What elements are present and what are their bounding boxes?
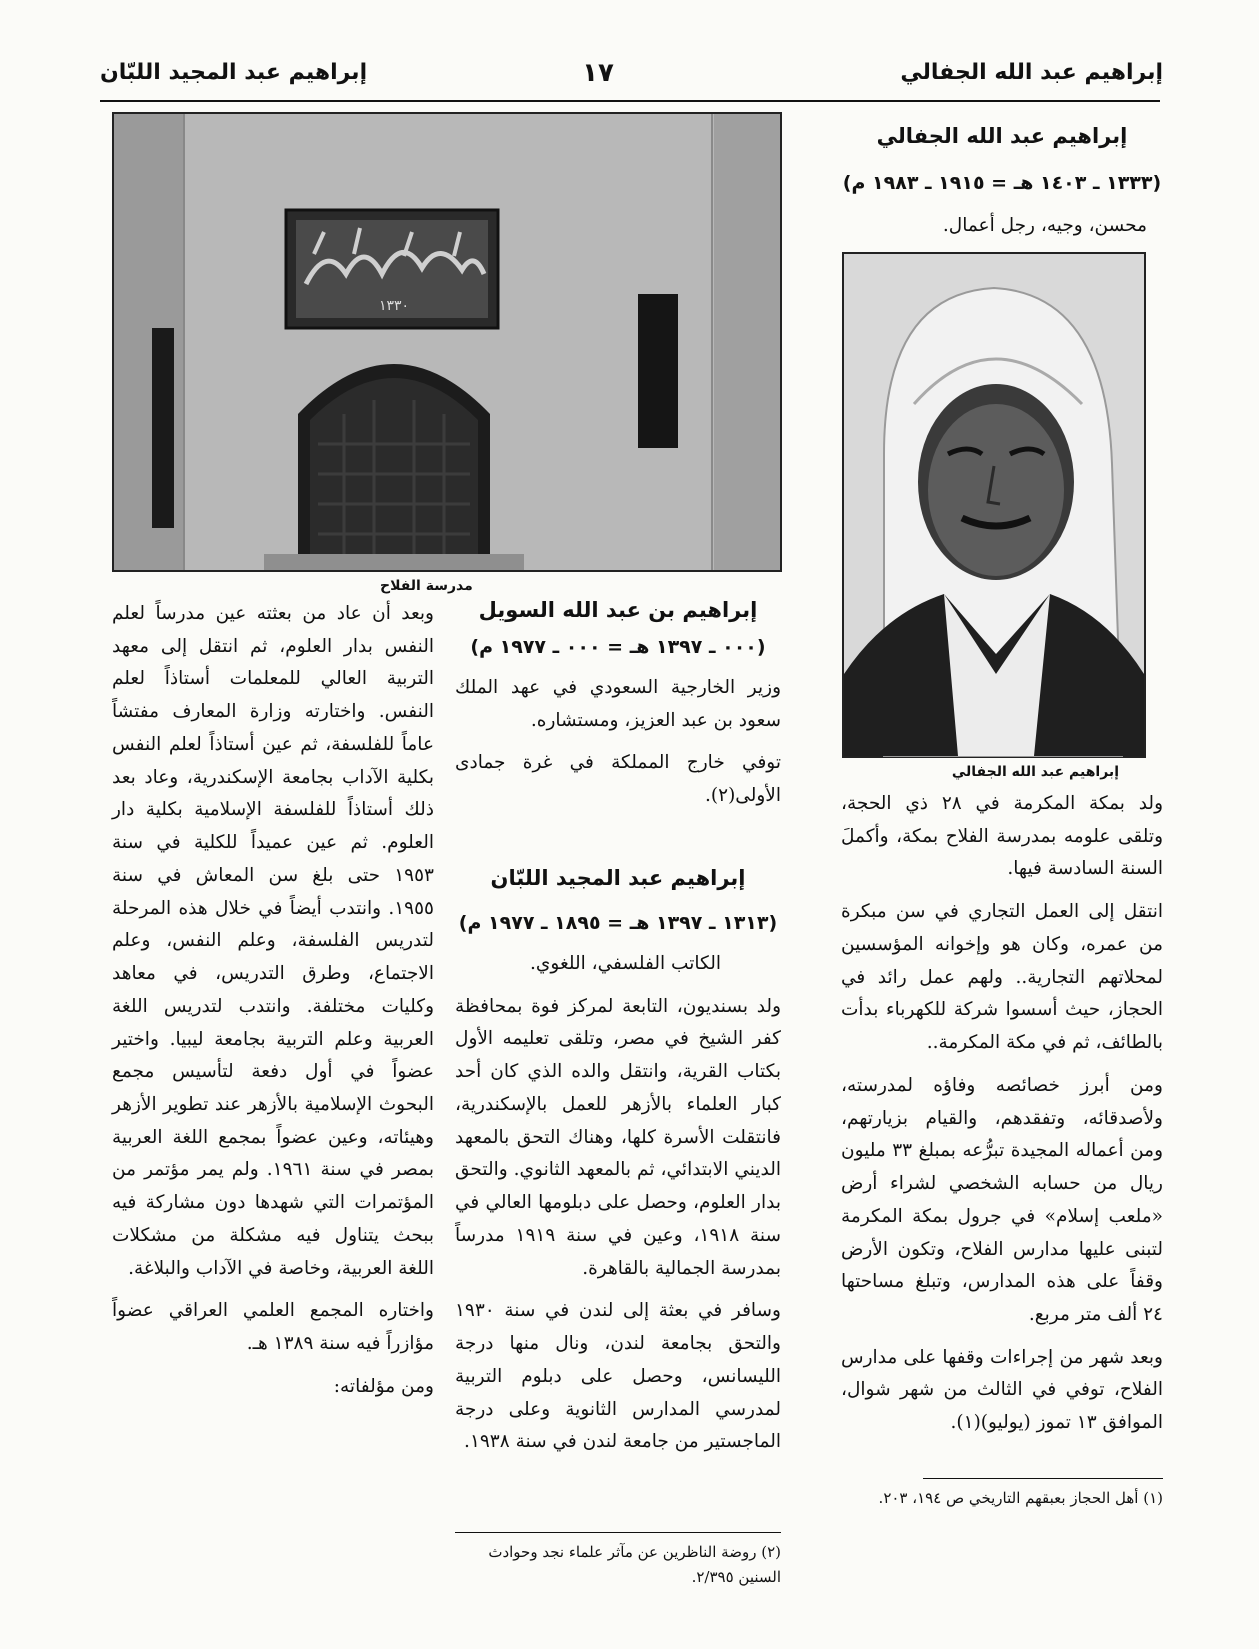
entry3-paragraph-2: وسافر في بعثة إلى لندن في سنة ١٩٣٠ والتحق بجامعة لندن، ونال منها درجة الليسانس، وحصل على دبلوم التربية لمدرسي المدارس الثانوية وعلى درجة الماجستير من جامعة لندن في سنة ١٩٣٨. bbox=[455, 1300, 781, 1453]
school-photo-caption: مدرسة الفلاح bbox=[380, 578, 473, 594]
school-building-image bbox=[114, 114, 780, 570]
entry1-dates: (١٣٣٣ ـ ١٤٠٣ هـ = ١٩١٥ ـ ١٩٨٣ م) bbox=[842, 172, 1162, 194]
entry1-paragraph-3: ومن أبرز خصائصه وفاؤه لمدرسته، ولأصدقائه، وتفقدهم، والقيام بزيارتهم، ومن أعماله المجيدة تبرُّعه بمبلغ ٣٣ مليون ريال من حسابه الشخصي لشراء أرض «ملعب إسلام» في جرول بمكة المكرمة لتبنى عليها مدارس الفلاح، وتكون الأرض وقفاً على هذه المدارس، وتبلغ مساحتها ٢٤ ألف متر مربع. bbox=[841, 1074, 1164, 1326]
portrait-photo bbox=[842, 252, 1146, 758]
entry3-body-left bbox=[112, 598, 434, 1414]
entry1-body bbox=[841, 788, 1163, 1450]
page-number: ١٧ bbox=[582, 58, 614, 88]
entry1-title: إبراهيم عبد الله الجفالي bbox=[876, 124, 1128, 148]
entry2-paragraph-1: وزير الخارجية السعودي في عهد الملك سعود بن عبد العزيز، ومستشاره. bbox=[455, 677, 781, 731]
svg-text:١٣٣٠: ١٣٣٠ bbox=[378, 298, 410, 314]
entry1-footnote-rule bbox=[923, 1478, 1163, 1479]
entry3-paragraph-1: ولد بسنديون، التابعة لمركز فوة بمحافظة كفر الشيخ في مصر، وتلقى تعليمه الأول بكتاب القرية، وانتقل والده الذي كان أحد كبار العلماء بالأزهر للعمل بالإسكندرية، فانتقلت الأسرة كلها، وهناك التحق بالمعهد الديني الابتدائي، ثم بالمعهد الثانوي. والتحق بدار العلوم، وحصل على دبلومها العالي في سنة ١٩١٨، وعين في سنة ١٩١٩ مدرساً بمدرسة الجمالية بالقاهرة. bbox=[455, 995, 781, 1279]
entry3-title: إبراهيم عبد المجيد اللبّان bbox=[490, 866, 746, 890]
entry3-paragraph-4: واختاره المجمع العلمي العراقي عضواً مؤازراً فيه سنة ١٣٨٩ هـ. bbox=[112, 1300, 434, 1355]
running-head-left: إبراهيم عبد المجيد اللبّان bbox=[100, 60, 368, 85]
running-head-right: إبراهيم عبد الله الجفالي bbox=[900, 60, 1163, 85]
entry2-title: إبراهيم بن عبد الله السويل bbox=[478, 598, 758, 622]
entry3-paragraph-3: وبعد أن عاد من بعثته عين مدرساً لعلم النفس بدار العلوم، ثم انتقل إلى معهد التربية العالي للمعلمات أستاذاً لعلم النفس. واختارته وزارة المعارف مفتشاً عاماً للفلسفة، ثم عين أستاذاً لعلم النفس بكلية الآداب بجامعة الإسكندرية، وعاد بعد ذلك أستاذاً للفلسفة الإسلامية بكلية دار العلوم. ثم عين عميداً للكلية في سنة ١٩٥٣ حتى بلغ سن المعاش في سنة ١٩٥٥. وانتدب أيضاً في خلال هذه المرحلة لتدريس الفلسفة، وعلم النفس، وعلم الاجتماع، وطرق التدريس، في معاهد وكليات مختلفة. وانتدب لتدريس اللغة العربية وعلم التربية بجامعة ليبيا. واختير عضواً في أول دفعة لتأسيس مجمع البحوث الإسلامية بالأزهر عند تطوير الأزهر وهيئاته، وعين عضواً بمجمع اللغة العربية بمصر في سنة ١٩٦١. ولم يمر مؤتمر من المؤتمرات التي شهدها دون مشاركة فيه ببحث يتناول فيه مشكلة من مشكلات اللغة العربية، وخاصة في الآداب والبلاغة. bbox=[112, 603, 434, 1279]
entry3-body-middle bbox=[455, 948, 781, 1453]
entry1-description: محسن، وجيه، رجل أعمال. bbox=[942, 215, 1147, 236]
entry2-footnote-rule bbox=[455, 1532, 781, 1533]
entry1-paragraph-2: انتقل إلى العمل التجاري في سن مبكرة من عمره، وكان هو وإخوانه المؤسسين لمحلاتهم التجارية.. ولهم عمل رائد في الحجاز، حيث أسسوا شركة للكهرباء بدأت بالطائف، ثم في مكة المكرمة.. bbox=[841, 901, 1163, 1054]
entry1-paragraph-1: ولد بمكة المكرمة في ٢٨ ذي الحجة، وتلقى علومه بمدرسة الفلاح بمكة، وأكملَ السنة السادسة فيها. bbox=[841, 793, 1163, 880]
entry3-paragraph-5: ومن مؤلفاته: bbox=[333, 1375, 434, 1397]
entry2-body bbox=[455, 672, 781, 823]
entry3-dates: (١٣١٣ ـ ١٣٩٧ هـ = ١٨٩٥ ـ ١٩٧٧ م) bbox=[458, 912, 778, 934]
entry2-footnote: (٢) روضة الناظرين عن مآثر علماء نجد وحوادث السنين ٢/٣٩٥. bbox=[488, 1543, 781, 1586]
portrait-caption: إبراهيم عبد الله الجفالي bbox=[951, 764, 1119, 780]
entry3-description: الكاتب الفلسفي، اللغوي. bbox=[530, 953, 721, 974]
header-rule bbox=[100, 100, 1160, 102]
entry1-paragraph-4: وبعد شهر من إجراءات وقفها على مدارس الفلاح، توفي في الثالث من شهر شوال، الموافق ١٣ تموز (يوليو)(١). bbox=[841, 1346, 1163, 1434]
entry2-paragraph-2: توفي خارج المملكة في غرة جمادى الأولى(٢). bbox=[455, 752, 781, 807]
entry2-dates: (٠٠٠ ـ ١٣٩٧ هـ = ٠٠٠ ـ ١٩٧٧ م) bbox=[470, 636, 766, 658]
school-photo bbox=[112, 112, 782, 572]
portrait-image bbox=[844, 254, 1144, 756]
entry1-footnote: (١) أهل الحجاز بعبقهم التاريخي ص ١٩٤، ٢٠٣. bbox=[878, 1489, 1163, 1507]
